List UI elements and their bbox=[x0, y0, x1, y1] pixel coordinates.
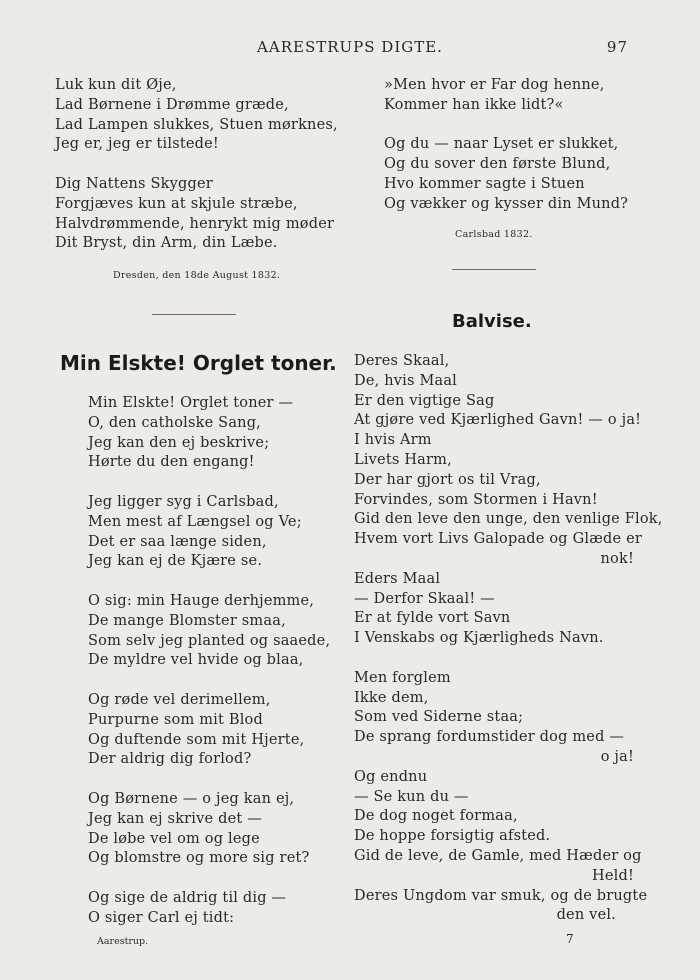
verse-line: Eders Maal bbox=[354, 570, 441, 587]
verse-line: At gjøre ved Kjærlighed Gavn! — o ja! bbox=[354, 412, 642, 429]
left-top-stanzas bbox=[55, 76, 338, 254]
verse-line: Hvem vort Livs Galopade og Glæde er bbox=[354, 531, 643, 548]
verse-line: De løbe vel om og lege bbox=[88, 830, 260, 847]
verse-line: Der aldrig dig forlod? bbox=[88, 751, 252, 768]
verse-line: Og du — naar Lyset er slukket, bbox=[384, 136, 619, 153]
verse-line: De, hvis Maal bbox=[354, 372, 458, 389]
verse-line: De myldre vel hvide og blaa, bbox=[88, 652, 304, 669]
verse-line: Og sige de aldrig til dig — bbox=[88, 889, 287, 906]
verse-line: Og duftende som mit Hjerte, bbox=[88, 731, 305, 748]
verse-line: I Venskabs og Kjærligheds Navn. bbox=[354, 630, 604, 647]
verse-line: O siger Carl ej tidt: bbox=[88, 909, 235, 926]
verse-line: Og vækker og kysser din Mund? bbox=[384, 195, 629, 212]
verse-line: Jeg kan den ej beskrive; bbox=[88, 434, 270, 451]
verse-line: Der har gjort os til Vrag, bbox=[354, 471, 541, 488]
verse-line: o ja! bbox=[600, 748, 634, 765]
verse-line: Og røde vel derimellem, bbox=[88, 691, 271, 708]
sheet-mark: 7 bbox=[566, 932, 574, 946]
section-divider bbox=[452, 269, 536, 270]
verse-line: Som selv jeg planted og saaede, bbox=[88, 632, 331, 649]
verse-line: Er den vigtige Sag bbox=[354, 392, 495, 409]
poem-title: Min Elskte! Orglet toner. bbox=[60, 351, 337, 375]
poem-title: Balvise. bbox=[452, 311, 532, 332]
verse-line: Hvo kommer sagte i Stuen bbox=[384, 175, 585, 192]
page-header bbox=[0, 38, 700, 60]
dateline-dresden: Dresden, den 18de August 1832. bbox=[113, 270, 281, 281]
verse-line: Forvindes, som Stormen i Havn! bbox=[354, 491, 598, 508]
verse-line: Og du sover den første Blund, bbox=[384, 156, 611, 173]
verse-line: Dit Bryst, din Arm, din Læbe. bbox=[55, 235, 278, 252]
verse-line: Gid den leve den unge, den venlige Flok, bbox=[354, 511, 663, 528]
verse-line: nok! bbox=[600, 550, 634, 567]
verse-line: Men forglem bbox=[354, 669, 451, 686]
verse-line: De hoppe forsigtig afsted. bbox=[354, 828, 551, 845]
verse-line: Kommer han ikke lidt?« bbox=[384, 96, 564, 113]
verse-line: Jeg kan ej skrive det — bbox=[88, 810, 262, 827]
verse-line: Lad Børnene i Drømme græde, bbox=[55, 96, 289, 113]
verse-line: Hørte du den engang! bbox=[88, 454, 255, 471]
verse-line: Deres Skaal, bbox=[354, 353, 450, 369]
verse-line: »Men hvor er Far dog henne, bbox=[384, 77, 605, 93]
verse-line: O, den catholske Sang, bbox=[88, 414, 261, 431]
right-top-stanzas bbox=[384, 76, 628, 215]
verse-line: O sig: min Hauge derhjemme, bbox=[88, 592, 315, 609]
verse-line: I hvis Arm bbox=[354, 432, 432, 449]
verse-line: Men mest af Længsel og Ve; bbox=[88, 513, 302, 530]
running-title: AARESTRUPS DIGTE. bbox=[257, 38, 443, 56]
verse-line: Og endnu bbox=[354, 768, 428, 785]
dateline-carlsbad: Carlsbad 1832. bbox=[455, 229, 533, 240]
verse-line: Og Børnene — o jeg kan ej, bbox=[88, 790, 295, 807]
verse-line: Jeg kan ej de Kjære se. bbox=[88, 553, 263, 570]
verse-line: De mange Blomster smaa, bbox=[88, 612, 286, 629]
verse-line: den vel. bbox=[556, 907, 616, 924]
verse-line: Og blomstre og more sig ret? bbox=[88, 850, 310, 867]
verse-line: Dig Nattens Skygger bbox=[55, 175, 213, 192]
verse-line: Ikke dem, bbox=[354, 689, 429, 706]
poem2-body bbox=[354, 352, 663, 926]
verse-line: Lad Lampen slukkes, Stuen mørknes, bbox=[55, 116, 338, 133]
footer-signature: Aarestrup. bbox=[97, 936, 149, 947]
page-number: 97 bbox=[606, 38, 628, 56]
verse-line: Min Elskte! Orglet toner — bbox=[88, 395, 294, 411]
verse-line: Livets Harm, bbox=[354, 451, 452, 468]
verse-line: — Derfor Skaal! — bbox=[354, 590, 495, 607]
verse-line: Purpurne som mit Blod bbox=[88, 711, 263, 728]
section-divider bbox=[152, 314, 236, 315]
verse-line: Deres Ungdom var smuk, og de brugte bbox=[354, 887, 648, 904]
verse-line: Er at fylde vort Savn bbox=[354, 610, 511, 627]
verse-line: Jeg ligger syg i Carlsbad, bbox=[88, 493, 279, 510]
verse-line: De dog noget formaa, bbox=[354, 808, 518, 825]
verse-line: Forgjæves kun at skjule stræbe, bbox=[55, 195, 298, 212]
verse-line: Luk kun dit Øje, bbox=[55, 77, 177, 93]
verse-line: Jeg er, jeg er tilstede! bbox=[55, 136, 219, 153]
poem1-body bbox=[88, 394, 330, 929]
verse-line: — Se kun du — bbox=[354, 788, 469, 805]
verse-line: Som ved Siderne staa; bbox=[354, 709, 524, 726]
verse-line: De sprang fordumstider dog med — bbox=[354, 729, 625, 746]
verse-line: Gid de leve, de Gamle, med Hæder og bbox=[354, 847, 642, 864]
verse-line: Det er saa længe siden, bbox=[88, 533, 267, 550]
verse-line: Halvdrømmende, henrykt mig møder bbox=[55, 215, 335, 232]
verse-line: Held! bbox=[592, 867, 634, 884]
